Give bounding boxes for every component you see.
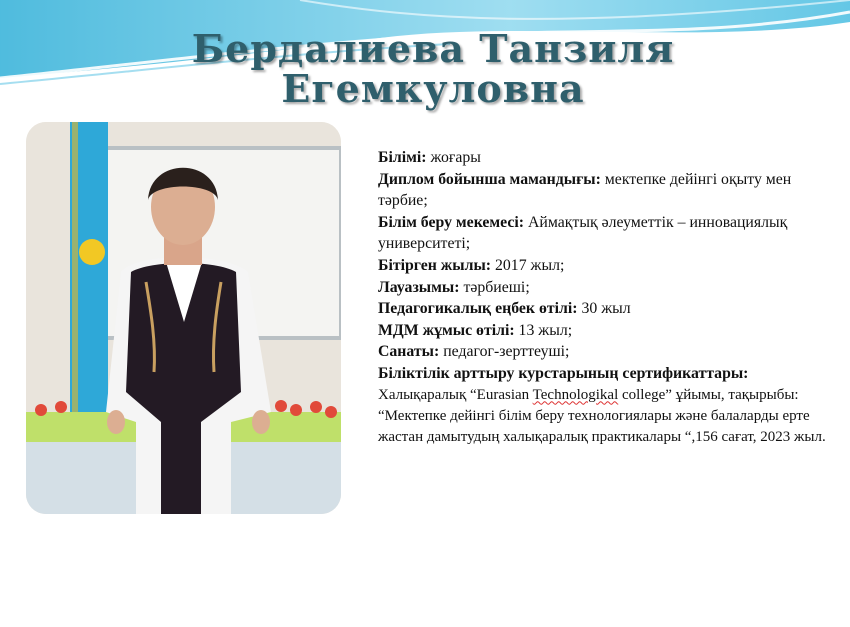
spellcheck-underlined-word: Technologikal bbox=[532, 386, 619, 403]
education-label: Білімі: bbox=[378, 149, 427, 166]
position-row bbox=[378, 277, 828, 299]
institution-value: Аймақтық әлеуметтік – инновациялық университеті; bbox=[378, 213, 788, 253]
certificates-text-end: college” ұйымы, тақырыбы: “Мектепке дейінгі білім беру технологиялары және балаларды ерте жастан дамытудың халықаралық практикалары “,156 сағат, 2023 жыл. bbox=[378, 386, 826, 445]
certificates-label: Біліктілік арттыру курстарының сертификаттары: bbox=[378, 364, 749, 382]
certificates-text bbox=[378, 385, 828, 448]
teacher-name-line2: Егемкуловна bbox=[281, 66, 585, 111]
graduation-row bbox=[378, 255, 828, 277]
position-label: Лауазымы: bbox=[378, 278, 460, 296]
institution-label: Білім беру мекемесі: bbox=[378, 213, 525, 231]
institution-row bbox=[378, 212, 828, 255]
portrait-reflection bbox=[26, 516, 341, 627]
category-value: педагог-зерттеуші; bbox=[439, 343, 570, 361]
teacher-portrait-photo bbox=[26, 122, 341, 514]
graduation-label: Бітірген жылы: bbox=[378, 256, 492, 274]
position-value: тәрбиеші; bbox=[459, 278, 530, 296]
graduation-value: 2017 жыл; bbox=[491, 256, 565, 274]
category-row bbox=[378, 341, 828, 363]
mdm-experience-label: МДМ жұмыс өтілі: bbox=[378, 321, 515, 339]
mdm-experience-row bbox=[378, 320, 828, 342]
education-row bbox=[378, 147, 828, 169]
certificates-text-start: Халықаралық “Eurasian bbox=[378, 386, 533, 403]
diploma-row bbox=[378, 169, 828, 212]
ped-experience-label: Педагогикалық еңбек өтілі: bbox=[378, 300, 578, 318]
ped-experience-row bbox=[378, 298, 828, 320]
education-value: жоғары bbox=[426, 149, 481, 166]
diploma-label: Диплом бойынша мамандығы: bbox=[378, 170, 601, 188]
ped-experience-value: 30 жыл bbox=[577, 300, 631, 318]
mdm-experience-value: 13 жыл; bbox=[514, 321, 573, 339]
category-label: Санаты: bbox=[378, 343, 440, 361]
diploma-value: мектепке дейінгі оқыту мен тәрбие; bbox=[378, 170, 792, 210]
certificates-heading bbox=[378, 363, 828, 385]
teacher-info-block bbox=[378, 147, 828, 448]
teacher-name-line1: Бердалиева Танзиля bbox=[191, 26, 675, 71]
